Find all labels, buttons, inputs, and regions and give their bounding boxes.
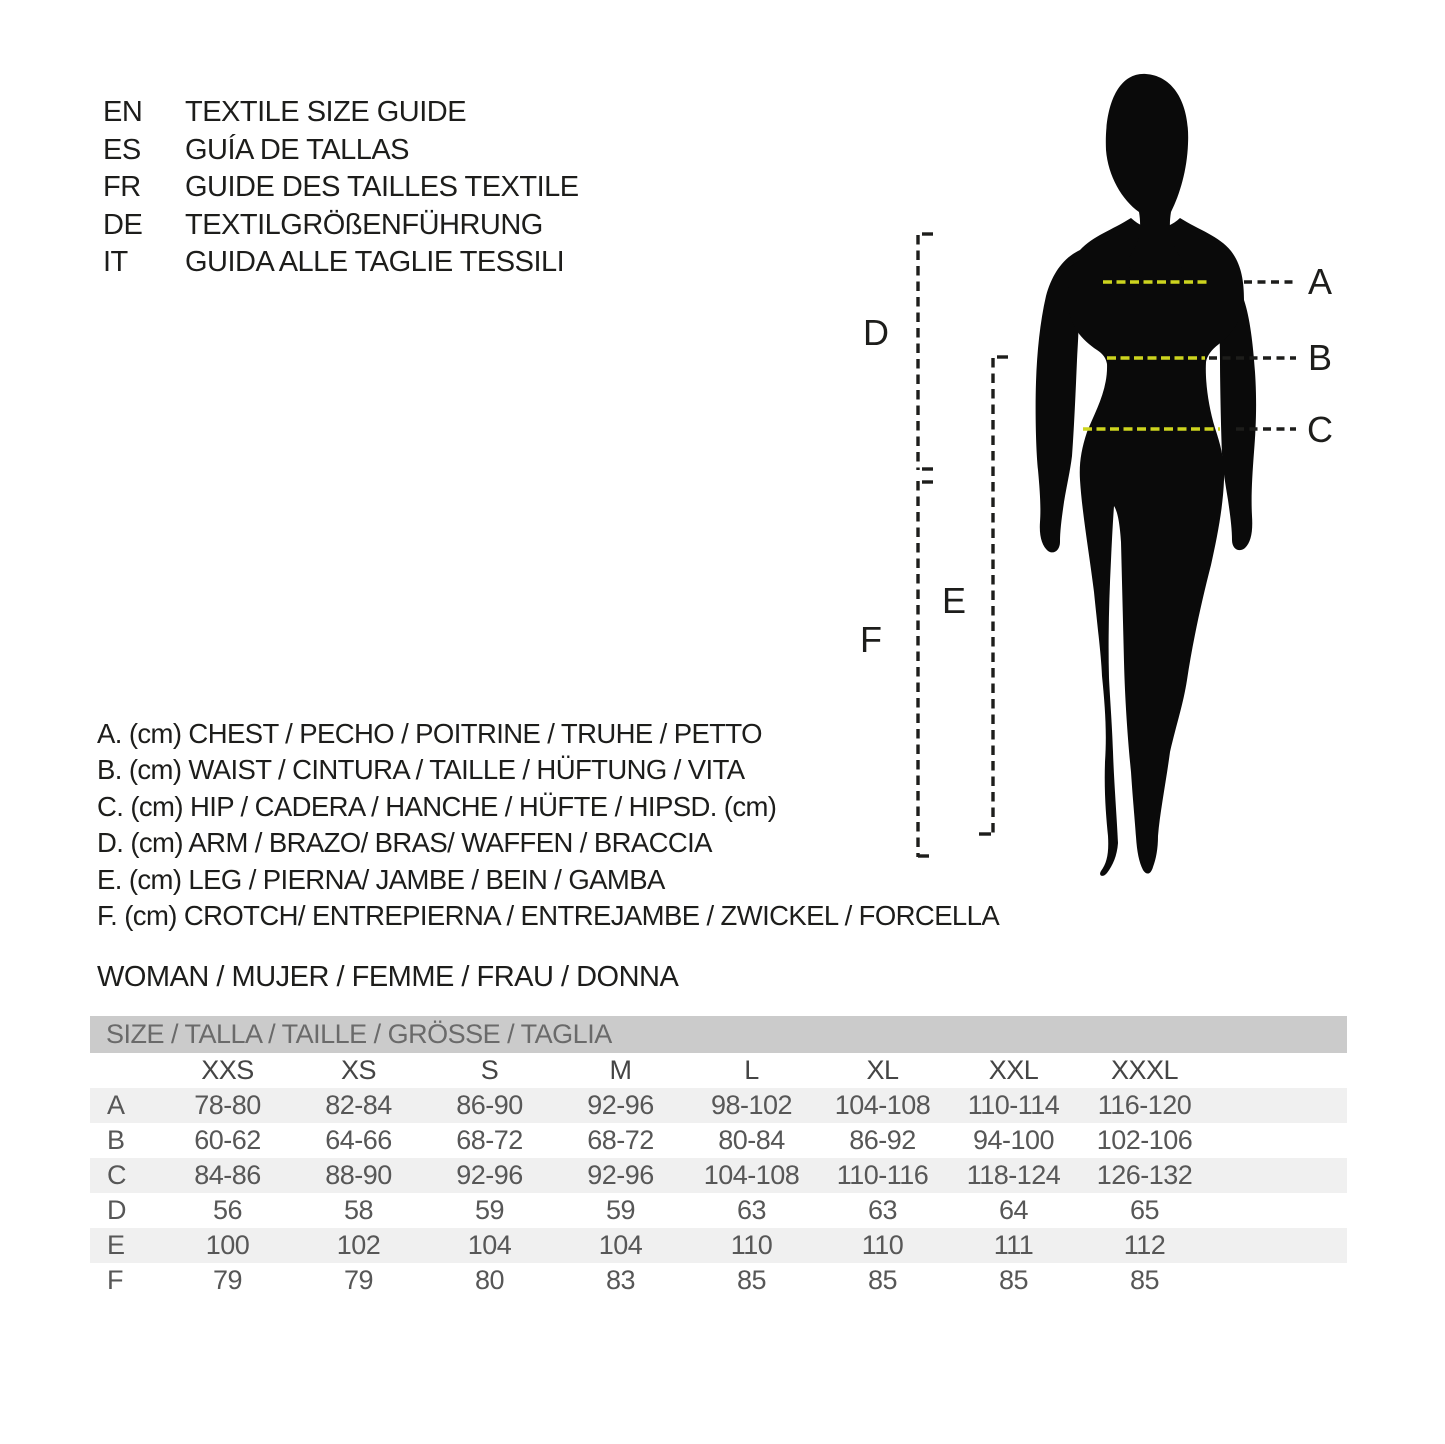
cell-e-m: 104	[555, 1228, 686, 1263]
measurement-def-a: A. (cm) CHEST / PECHO / POITRINE / TRUHE / PETTO	[97, 718, 762, 749]
table-row-e	[90, 1228, 1347, 1263]
size-col-xxl: XXL	[988, 1055, 1039, 1085]
row-label: E	[90, 1228, 162, 1263]
cell-b-xxs: 60-62	[194, 1125, 261, 1155]
language-row-de	[103, 207, 579, 245]
label-waist: B	[1307, 337, 1333, 378]
measurement-def-d: D. (cm) ARM / BRAZO/ BRAS/ WAFFEN / BRACCIA	[97, 827, 712, 859]
woman-silhouette	[1036, 74, 1256, 876]
cell-d-l: 63	[736, 1195, 767, 1225]
size-header-row	[90, 1053, 1347, 1088]
cell-spacer	[1210, 1123, 1347, 1158]
label-leg: E	[941, 580, 967, 621]
cell-f-xxs: 79	[212, 1265, 243, 1295]
language-title: GUIDA ALLE TAGLIE TESSILI	[185, 246, 565, 278]
cell-e-xs: 102	[293, 1228, 424, 1263]
cell-e-xl: 110	[817, 1228, 948, 1263]
gender-section-title: WOMAN / MUJER / FEMME / FRAU / DONNA	[97, 961, 679, 993]
table-row-b	[90, 1123, 1347, 1158]
cell-a-xxl: 110-114	[948, 1088, 1079, 1123]
language-title: GUIDE DES TAILLES TEXTILE	[185, 171, 579, 203]
cell-c-xs: 88-90	[293, 1158, 424, 1193]
language-code: FR	[103, 171, 141, 203]
cell-a-xxs: 78-80	[162, 1088, 293, 1123]
cell-f-m: 83	[605, 1265, 636, 1295]
cell-d-xxs: 56	[212, 1195, 243, 1225]
language-row-es	[103, 132, 579, 170]
cell-c-s: 92-96	[424, 1158, 555, 1193]
cell-spacer	[1210, 1158, 1347, 1193]
cell-c-l: 104-108	[686, 1158, 817, 1193]
language-title: TEXTILE SIZE GUIDE	[185, 96, 467, 128]
table-row-c	[90, 1158, 1347, 1193]
cell-e-l: 110	[686, 1228, 817, 1263]
language-code: ES	[103, 133, 141, 166]
size-table	[90, 1053, 1347, 1298]
cell-d-xl: 63	[867, 1195, 898, 1225]
language-row-en	[103, 94, 579, 132]
measurement-def-b: B. (cm) WAIST / CINTURA / TAILLE / HÜFTUNG / VITA	[97, 754, 745, 786]
language-legend	[103, 94, 579, 282]
cell-e-xxl: 111	[948, 1228, 1079, 1263]
cell-c-xxxl: 126-132	[1079, 1158, 1210, 1193]
size-col-s: S	[480, 1055, 499, 1085]
row-label: C	[90, 1158, 162, 1193]
cell-spacer	[1210, 1193, 1347, 1228]
cell-a-xl: 104-108	[817, 1088, 948, 1123]
cell-f-xxl: 85	[998, 1265, 1029, 1295]
cell-b-xxxl: 102-106	[1096, 1125, 1193, 1155]
row-label: F	[107, 1265, 123, 1295]
cell-a-m: 92-96	[555, 1088, 686, 1123]
cell-d-xs: 58	[343, 1195, 374, 1225]
size-col-xl: XL	[866, 1055, 899, 1085]
language-row-it	[103, 244, 579, 282]
measurement-def-e: E. (cm) LEG / PIERNA/ JAMBE / BEIN / GAMBA	[97, 863, 665, 895]
label-crotch: F	[860, 619, 882, 660]
cell-spacer	[1210, 1088, 1347, 1123]
label-arm: D	[863, 312, 889, 353]
cell-b-xl: 86-92	[849, 1125, 916, 1155]
language-title: TEXTILGRÖßENFÜHRUNG	[185, 208, 543, 241]
cell-c-xxs: 84-86	[162, 1158, 293, 1193]
size-col-xxxl: XXXL	[1110, 1055, 1179, 1085]
cell-b-m: 68-72	[587, 1125, 654, 1155]
row-label: B	[107, 1125, 125, 1155]
table-row-f	[90, 1263, 1347, 1298]
vertical-measure-lines	[918, 234, 1008, 857]
size-table-section	[90, 1016, 1347, 1298]
size-col-l: L	[744, 1055, 759, 1085]
cell-d-m: 59	[605, 1195, 636, 1225]
cell-a-l: 98-102	[686, 1088, 817, 1123]
language-row-fr	[103, 169, 579, 207]
size-col-m: M	[609, 1055, 632, 1085]
cell-b-l: 80-84	[718, 1125, 785, 1155]
cell-b-xs: 64-66	[325, 1125, 392, 1155]
cell-f-l: 85	[736, 1265, 767, 1295]
measurement-def-c: C. (cm) HIP / CADERA / HANCHE / HÜFTE / HIPSD. (cm)	[97, 790, 777, 822]
cell-f-xxxl: 85	[1129, 1265, 1160, 1295]
size-header-empty	[90, 1053, 162, 1088]
table-row-a	[90, 1088, 1347, 1123]
table-row-d	[90, 1193, 1347, 1228]
cell-f-xs: 79	[343, 1265, 374, 1295]
size-col-spacer	[1210, 1053, 1347, 1088]
language-code: EN	[103, 96, 143, 128]
cell-c-xl: 110-116	[817, 1158, 948, 1193]
size-col-xxs: XXS	[201, 1055, 254, 1085]
size-col-xs: XS	[340, 1055, 377, 1085]
cell-e-s: 104	[424, 1228, 555, 1263]
cell-d-xxl: 64	[998, 1195, 1029, 1225]
cell-b-s: 68-72	[456, 1125, 523, 1155]
silhouette-torso-legs	[1068, 218, 1244, 876]
cell-f-s: 80	[474, 1265, 505, 1295]
cell-spacer	[1210, 1228, 1347, 1263]
cell-d-xxxl: 65	[1129, 1195, 1160, 1225]
cell-a-s: 86-90	[424, 1088, 555, 1123]
language-title: GUÍA DE TALLAS	[185, 133, 410, 166]
label-chest: A	[1307, 261, 1333, 302]
cell-c-m: 92-96	[555, 1158, 686, 1193]
label-hip: C	[1307, 409, 1333, 450]
row-label: A	[90, 1088, 162, 1123]
language-code: DE	[103, 208, 143, 241]
cell-f-xl: 85	[867, 1265, 898, 1295]
cell-c-xxl: 118-124	[948, 1158, 1079, 1193]
cell-b-xxl: 94-100	[972, 1125, 1055, 1155]
cell-a-xs: 82-84	[293, 1088, 424, 1123]
cell-e-xxs: 100	[162, 1228, 293, 1263]
cell-a-xxxl: 116-120	[1079, 1088, 1210, 1123]
cell-d-s: 59	[474, 1195, 505, 1225]
measurement-def-f: F. (cm) CROTCH/ ENTREPIERNA / ENTREJAMBE / ZWICKEL / FORCELLA	[97, 900, 1000, 932]
language-code: IT	[103, 246, 128, 278]
table-title-bar: SIZE / TALLA / TAILLE / GRÖSSE / TAGLIA	[90, 1016, 1347, 1053]
body-measurement-diagram	[850, 60, 1445, 940]
cell-e-xxxl: 112	[1079, 1228, 1210, 1263]
cell-spacer	[1210, 1263, 1347, 1298]
row-label: D	[107, 1195, 126, 1225]
